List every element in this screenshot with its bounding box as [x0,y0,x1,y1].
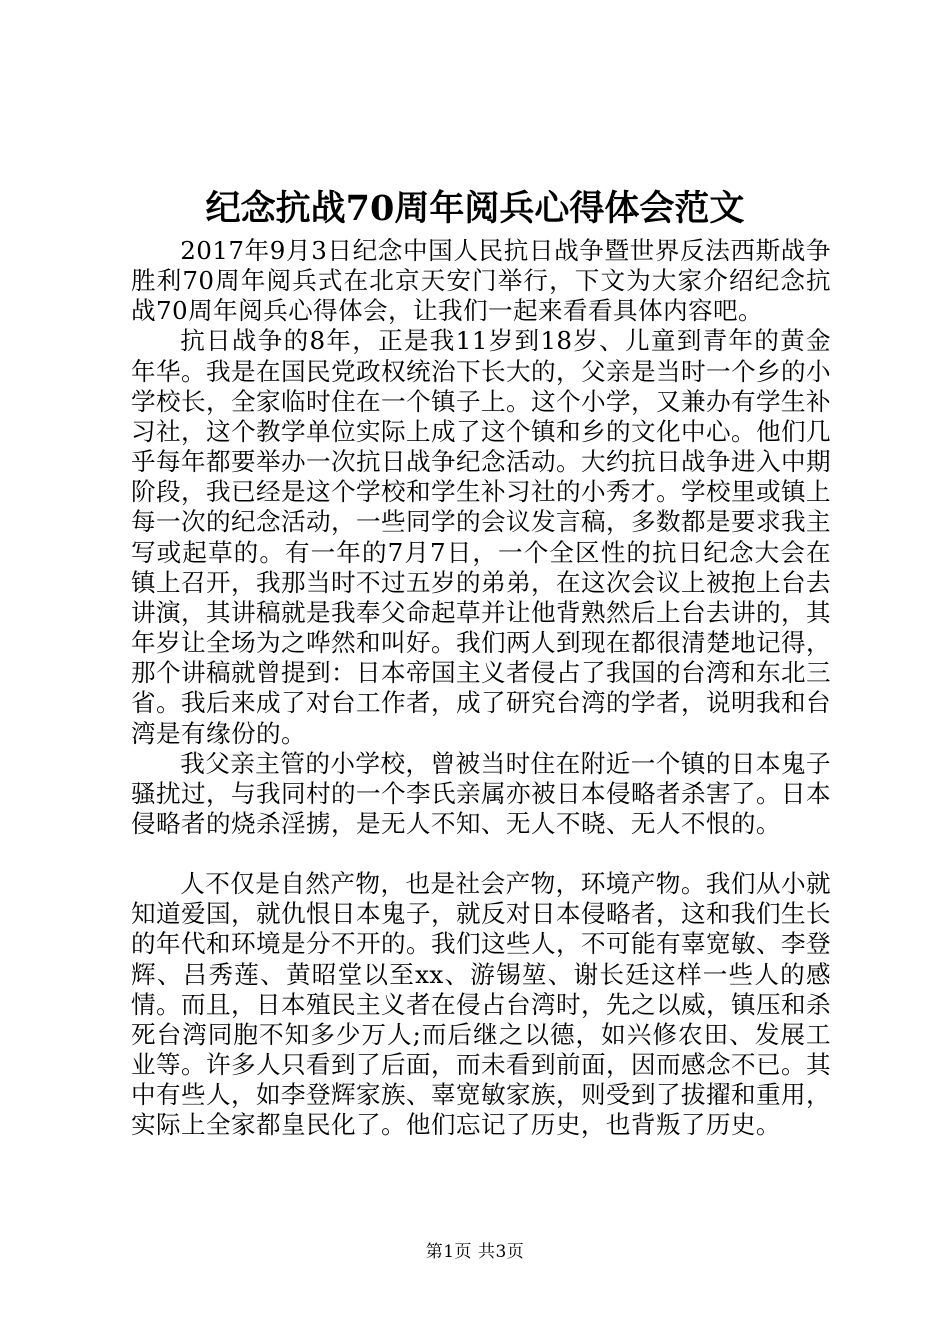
paragraph-school: 我父亲主管的小学校，曾被当时住在附近一个镇的日本鬼子骚扰过，与我同村的一个李氏亲属亦被日本侵略者杀害了。日本侵略者的烧杀淫掳，是无人不知、无人不晓、无人不恨的。 [131,748,831,838]
page-footer: 第1页 共3页 [425,1242,525,1262]
paragraph-memory: 抗日战争的8年，正是我11岁到18岁、儿童到青年的黄金年华。我是在国民党政权统治下长大的，父亲是当时一个乡的小学校长，全家临时住在一个镇子上。这个小学，又兼办有学生补习社，这个教学单位实际上成了这个镇和乡的文化中心。他们几乎每年都要举办一次抗日战争纪念活动。大约抗日战争进入中期阶段，我已经是这个学校和学生补习社的小秀才。学校里或镇上每一次的纪念活动，一些同学的会议发言稿，多数都是要求我主写或起草的。有一年的7月7日，一个全区性的抗日纪念大会在镇上召开，我那当时不过五岁的弟弟，在这次会议上被抱上台去讲演，其讲稿就是我奉父命起草并让他背熟然后上台去讲的，其年岁让全场为之哗然和叫好。我们两人到现在都很清楚地记得，那个讲稿就曾提到：日本帝国主义者侵占了我国的台湾和东北三省。我后来成了对台工作者，成了研究台湾的学者，说明我和台湾是有缘份的。 [131,326,831,748]
paragraph-intro: 2017年9月3日纪念中国人民抗日战争暨世界反法西斯战争胜利70周年阅兵式在北京天安门举行，下文为大家介绍纪念抗战70周年阅兵心得体会，让我们一起来看看具体内容吧。 [131,236,831,326]
paragraph-spacer [131,839,831,869]
document-body [131,236,831,1141]
document-title: 纪念抗战70周年阅兵心得体会范文 [205,188,745,229]
paragraph-reflection: 人不仅是自然产物，也是社会产物，环境产物。我们从小就知道爱国，就仇恨日本鬼子，就反对日本侵略者，这和我们生长的年代和环境是分不开的。我们这些人，不可能有辜宽敏、李登辉、吕秀莲、黄昭堂以至xx、游锡堃、谢长廷这样一些人的感情。而且，日本殖民主义者在侵占台湾时，先之以威，镇压和杀死台湾同胞不知多少万人;而后继之以德，如兴修农田、发展工业等。许多人只看到了后面，而未看到前面，因而感念不已。其中有些人，如李登辉家族、辜宽敏家族，则受到了拔擢和重用，实际上全家都皇民化了。他们忘记了历史，也背叛了历史。 [131,869,831,1140]
